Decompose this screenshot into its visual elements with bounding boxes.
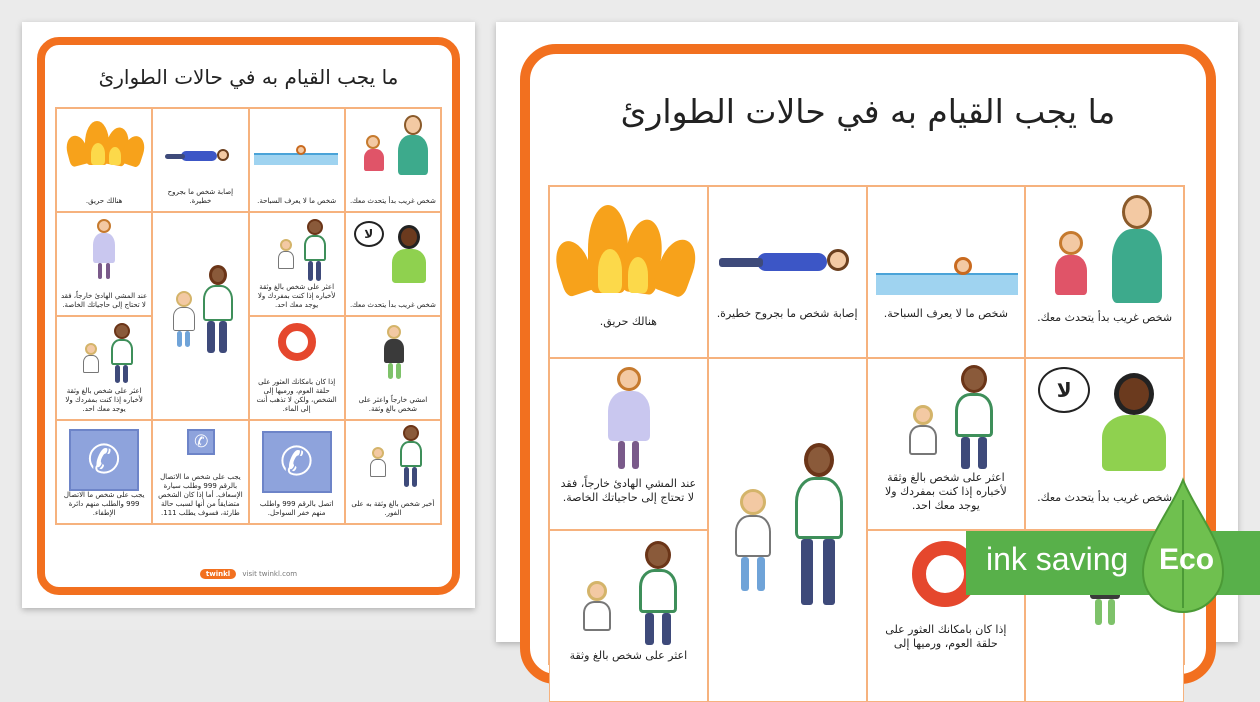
cell-call-fire — [56, 420, 152, 524]
cell-trusted-adult — [867, 358, 1026, 530]
caption-walk-calmly: عند المشي الهادئ خارجاً، فقد لا تحتاج إلى حاجياتك الخاصة. — [61, 292, 148, 309]
brand-logo: twinkl — [200, 569, 236, 579]
cell-cannot-swim — [867, 186, 1026, 358]
poster-grid — [55, 107, 442, 525]
speech-bubble: لا — [1038, 367, 1090, 413]
water-icon — [254, 153, 338, 165]
fire-icon — [566, 205, 688, 293]
child-figure — [368, 447, 388, 489]
cell-stranger-talks — [345, 108, 441, 212]
adult-woman-figure — [302, 219, 328, 283]
caption-life-ring: إذا كان بامكانك العثور على حلقة العوم، ورميها إلى — [885, 623, 1007, 650]
caption-stranger-say-no: شخص غريب بدأ يتحدث معك. — [349, 301, 436, 309]
cell-tell-adult — [345, 420, 441, 524]
cell-walk-calmly — [56, 212, 152, 316]
caption-serious-injury: إصابة شخص ما بجروح خطيرة. — [716, 307, 858, 320]
adult-woman-figure — [109, 323, 135, 385]
boy-figure — [390, 225, 428, 285]
walking-girl-figure — [608, 367, 650, 471]
fire-icon — [71, 121, 141, 165]
child-figure — [580, 581, 614, 645]
caption-trusted-adult: اعثر على شخص بالغ وثقة لأخباره إذا كنت بمفردك ولا يوجد معك احد. — [884, 471, 1007, 512]
cell-cannot-swim — [249, 108, 345, 212]
boy-figure — [1098, 373, 1170, 473]
caption-cannot-swim: شخص ما لا يعرف السباحة. — [883, 307, 1008, 320]
footer-url: visit twinkl.com — [242, 570, 298, 578]
adult-woman-figure — [636, 541, 680, 647]
caption-tell-adult: أخبر شخص بالغ وثقة به على الفور. — [351, 500, 435, 517]
phone-icon: ✆ — [69, 429, 139, 491]
caption-call-fire: يجب على شخص ما الاتصال 999 والطلب منهم دائرة الإطفاء. — [63, 491, 145, 517]
adult-woman-figure — [398, 425, 424, 489]
stranger-man-figure — [396, 115, 430, 185]
poster-title: ما يجب القيام به في حالات الطوارئ — [98, 65, 399, 89]
caption-walk-calmly: عند المشي الهادئ خارجاً، فقد لا تحتاج إلى حاجياتك الخاصة. — [560, 477, 697, 504]
cell-fire — [56, 108, 152, 212]
child-figure — [171, 291, 197, 351]
poster-thumbnail — [22, 22, 475, 608]
caption-fire: هنالك حريق. — [599, 315, 657, 328]
adult-woman-figure — [201, 265, 235, 355]
cell-trusted-adult-2 — [56, 316, 152, 420]
poster-frame — [37, 37, 460, 595]
child-figure — [276, 239, 296, 281]
water-icon — [876, 273, 1018, 295]
child-girl-figure — [1052, 231, 1090, 307]
adult-woman-figure — [952, 365, 996, 471]
speech-bubble: لا — [354, 221, 384, 247]
cell-call-coast — [249, 420, 345, 524]
cell-walking-outside — [345, 316, 441, 420]
cell-stranger-talks — [1025, 186, 1184, 358]
lying-person-figure — [165, 149, 235, 163]
ink-saving-label: ink saving — [986, 541, 1129, 577]
caption-walking-outside: امشي خارجاً واعثر على شخص بالغ وثقة. — [358, 396, 428, 413]
caption-life-ring: إذا كان بامكانك العثور على حلقة العوم، ورميها إلى الشخص، ولكن لا تذهب أنت إلى الماء. — [256, 378, 337, 413]
walking-person-figure — [384, 325, 404, 381]
caption-trusted-adult-partial: اعثر على شخص بالغ وثقة — [569, 649, 688, 662]
stranger-man-figure — [1110, 195, 1164, 305]
caption-serious-injury: إصابة شخص ما بجروح خطيرة. — [167, 188, 234, 205]
phone-icon: ✆ — [262, 431, 332, 493]
footer — [45, 569, 452, 579]
poster-title-zoomed: ما يجب القيام به في حالات الطوارئ — [620, 92, 1116, 131]
caption-fire: هنالك حريق. — [85, 197, 123, 205]
child-figure — [81, 343, 101, 383]
cell-trusted-adult-2 — [549, 530, 708, 702]
child-figure — [906, 405, 940, 469]
walking-girl-figure — [93, 219, 115, 281]
caption-stranger-talks: شخص غريب بدأ يتحدث معك. — [349, 197, 436, 205]
caption-call-ambulance: يجب على شخص ما الاتصال بالرقم 999 وطلب سيارة الإسعاف. أما إذا كان الشخص متضايقاً من أنها لسبب حالة طارئة، فسوف يطلب 111. — [158, 473, 243, 517]
phone-icon: ✆ — [187, 429, 215, 455]
cell-life-ring — [249, 316, 345, 420]
caption-trusted-adult-2: اعثر على شخص بالغ وثقة لأخباره إذا كنت بمفردك ولا يوجد معك احد. — [65, 387, 143, 413]
adult-woman-figure — [791, 443, 847, 611]
lying-person-figure — [719, 249, 859, 275]
cell-serious-injury — [152, 108, 248, 212]
caption-trusted-adult: اعثر على شخص بالغ وثقة لأخباره إذا كنت بمفردك ولا يوجد معك احد. — [257, 283, 336, 309]
cell-tell-adult-large — [708, 358, 867, 702]
cell-walk-calmly — [549, 358, 708, 530]
cell-call-ambulance — [152, 420, 248, 524]
caption-call-coast: اتصل بالرقم 999 واطلب منهم خفر السواحل. — [259, 500, 334, 517]
cell-stranger-say-no — [345, 212, 441, 316]
cell-trusted-adult — [249, 212, 345, 316]
eco-label: Eco — [1159, 543, 1215, 576]
caption-stranger-talks: شخص غريب بدأ يتحدث معك. — [1037, 311, 1173, 324]
caption-cannot-swim: شخص ما لا يعرف السباحة. — [257, 197, 337, 205]
cell-tell-adult-large — [152, 212, 248, 420]
life-ring-icon — [278, 323, 316, 361]
child-girl-figure — [362, 135, 386, 185]
child-figure — [731, 489, 775, 601]
cell-fire — [549, 186, 708, 358]
cell-serious-injury — [708, 186, 867, 358]
caption-stranger-say-no: شخص غريب بدأ يتحدث معك. — [1037, 491, 1173, 504]
